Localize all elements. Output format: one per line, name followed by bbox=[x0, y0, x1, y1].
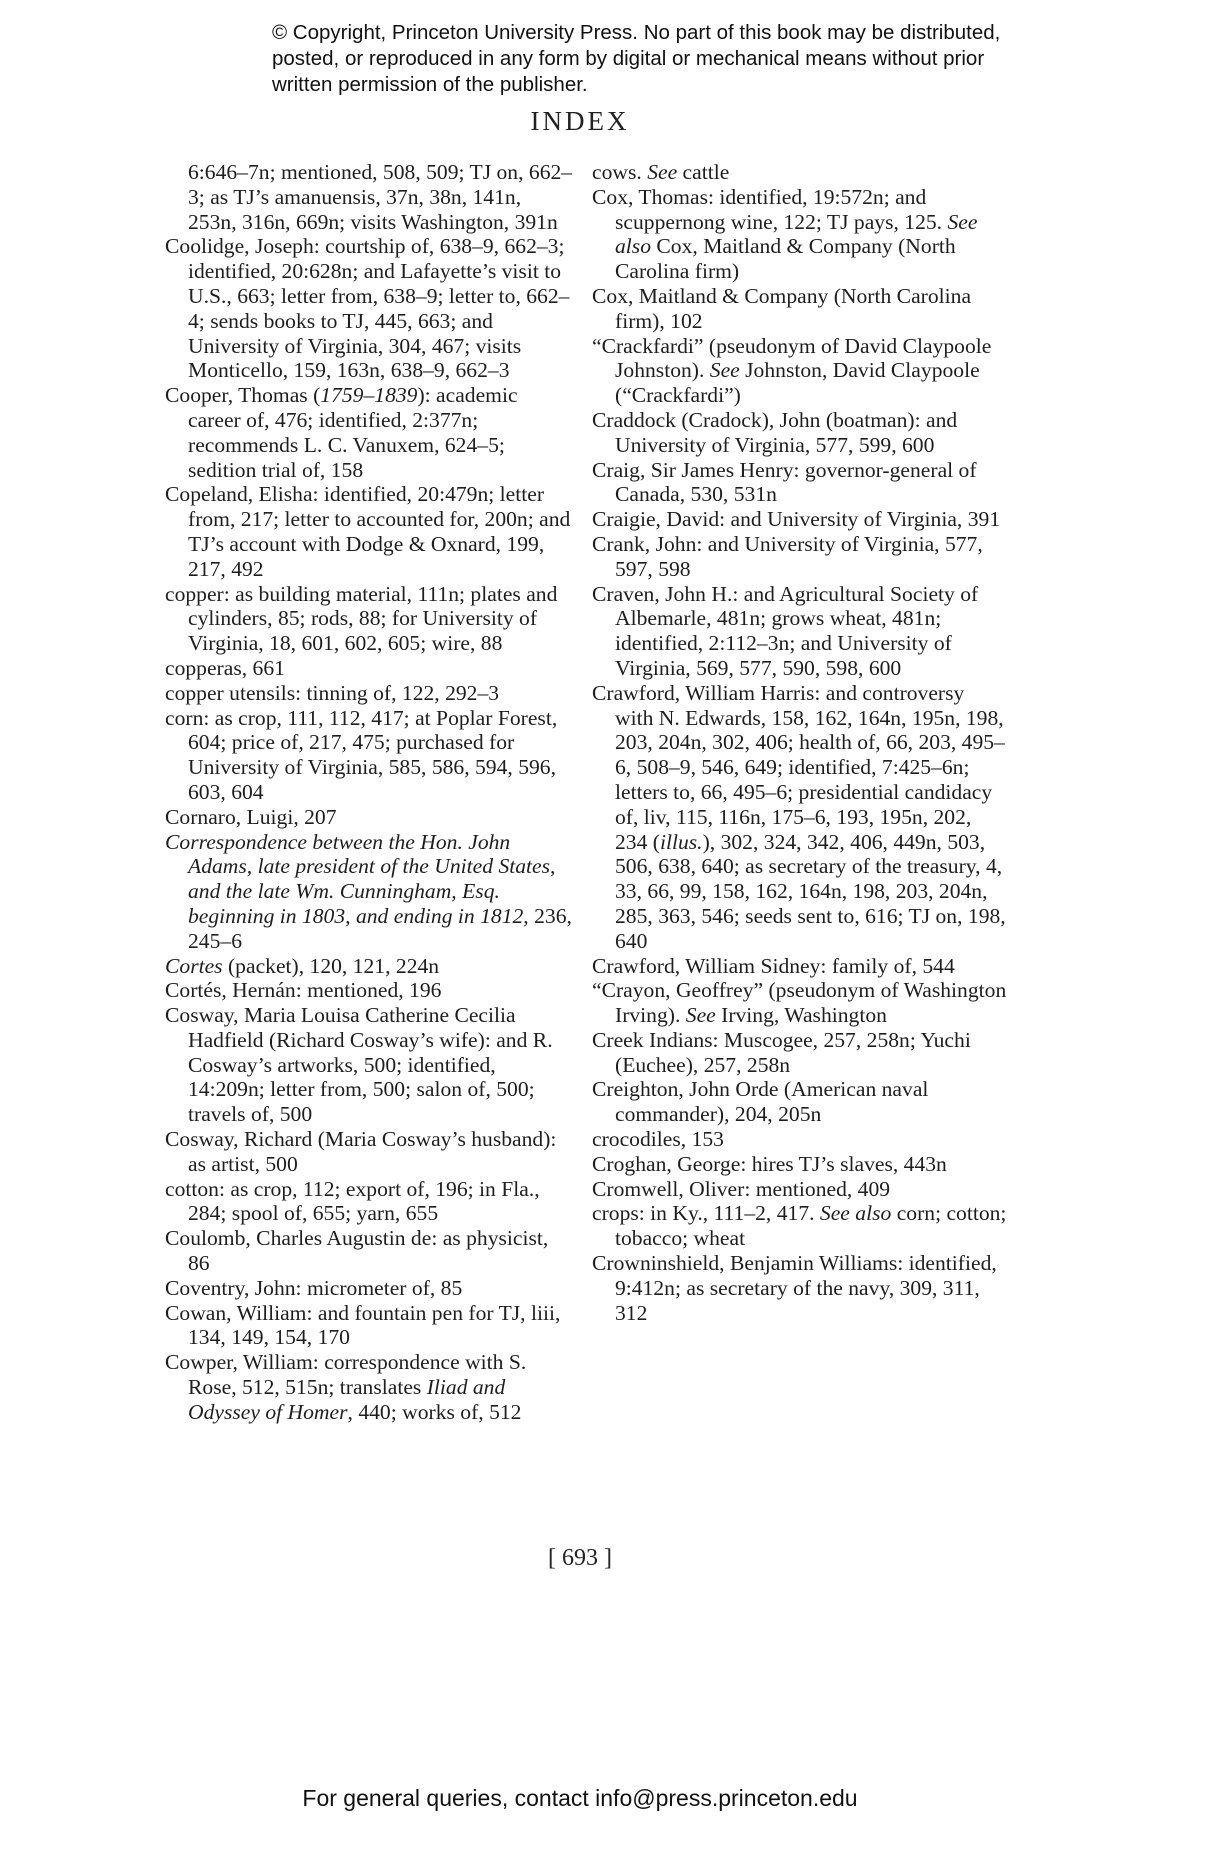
index-entry-creighton-john: Creighton, John Orde (American naval commander), 204, 205n bbox=[592, 1077, 929, 1127]
index-entry-crops: crops: in Ky., 111–2, 417. See also corn; cotton; tobacco; wheat bbox=[592, 1201, 1007, 1251]
index-entry-copper-utensils: copper utensils: tinning of, 122, 292–3 bbox=[165, 680, 500, 705]
index-entry-crocodiles: crocodiles, 153 bbox=[592, 1127, 724, 1152]
index-entry-craigie-david: Craigie, David: and University of Virginia, 391 bbox=[592, 507, 1001, 532]
index-entry-cromwell-oliver: Cromwell, Oliver: mentioned, 409 bbox=[592, 1176, 891, 1201]
index-entry-creek-indians: Creek Indians: Muscogee, 257, 258n; Yuchi (Euchee), 257, 258n bbox=[592, 1027, 971, 1077]
index-entry-continuation: 6:646–7n; mentioned, 508, 509; TJ on, 662–3; as TJ’s amanuensis, 37n, 38n, 141n, 253n, 316n, 669n; visits Washington, 391n bbox=[188, 160, 573, 234]
index-entry-coulomb: Coulomb, Charles Augustin de: as physicist, 86 bbox=[165, 1226, 549, 1276]
index-entry-copeland-elisha: Copeland, Elisha: identified, 20:479n; letter from, 217; letter to accounted for, 200n; and TJ’s account with Dodge & Oxnard, 199, 217, 492 bbox=[165, 482, 571, 581]
index-column-right bbox=[592, 160, 1008, 1325]
index-entry-crawford-william-sidney: Crawford, William Sidney: family of, 544 bbox=[592, 953, 955, 978]
index-entry-cortes-hernan: Cortés, Hernán: mentioned, 196 bbox=[165, 978, 442, 1003]
index-entry-coventry-john: Coventry, John: micrometer of, 85 bbox=[165, 1275, 463, 1300]
index-entry-copper: copper: as building material, 111n; plates and cylinders, 85; rods, 88; for University of Virginia, 18, 601, 602, 605; wire, 88 bbox=[165, 581, 558, 656]
index-entry-cotton: cotton: as crop, 112; export of, 196; in Fla., 284; spool of, 655; yarn, 655 bbox=[165, 1176, 540, 1226]
index-entry-crayon-geoffrey: “Crayon, Geoffrey” (pseudonym of Washington Irving). See Irving, Washington bbox=[592, 978, 1007, 1028]
index-entry-craig-james: Craig, Sir James Henry: governor-general of Canada, 530, 531n bbox=[592, 457, 977, 507]
index-entry-cowper-william: Cowper, William: correspondence with S. Rose, 512, 515n; translates Iliad and Odyssey of Homer, 440; works of, 512 bbox=[165, 1350, 527, 1424]
index-entry-cox-maitland: Cox, Maitland & Company (North Carolina firm), 102 bbox=[592, 283, 972, 333]
index-entry-cowan-william: Cowan, William: and fountain pen for TJ, liii, 134, 149, 154, 170 bbox=[165, 1300, 561, 1350]
index-entry-craddock-john: Craddock (Cradock), John (boatman): and University of Virginia, 577, 599, 600 bbox=[592, 407, 958, 457]
index-entry-croghan-george: Croghan, George: hires TJ’s slaves, 443n bbox=[592, 1151, 947, 1176]
index-entry-crowninshield: Crowninshield, Benjamin Williams: identified, 9:412n; as secretary of the navy, 309, 311, 312 bbox=[592, 1251, 997, 1325]
index-entry-crank-john: Crank, John: and University of Virginia, 577, 597, 598 bbox=[592, 531, 983, 581]
index-entry-cortes-packet: Cortes (packet), 120, 121, 224n bbox=[165, 953, 440, 978]
page-number: [ 693 ] bbox=[548, 1545, 612, 1571]
index-column-left bbox=[165, 160, 573, 1425]
index-entry-cornaro-luigi: Cornaro, Luigi, 207 bbox=[165, 804, 337, 829]
footer-contact: For general queries, contact info@press.princeton.edu bbox=[302, 1785, 858, 1811]
index-entry-cosway-richard: Cosway, Richard (Maria Cosway’s husband): as artist, 500 bbox=[165, 1127, 557, 1176]
index-entry-cosway-maria: Cosway, Maria Louisa Catherine Cecilia Hadfield (Richard Cosway’s wife): and R. Cosway’s artworks, 500; identified, 14:209n; letter from, 500; salon of, 500; travels of, 500 bbox=[165, 1003, 553, 1127]
index-entry-cows: cows. See cattle bbox=[592, 160, 730, 184]
index-entry-copperas: copperas, 661 bbox=[165, 655, 285, 680]
index-entry-correspondence-adams-cunningham: Correspondence between the Hon. John Adams, late president of the United States, and the late Wm. Cunningham, Esq. beginning in 1803, and ending in 1812, 236, 245–6 bbox=[165, 829, 572, 953]
index-entry-corn: corn: as crop, 111, 112, 417; at Poplar Forest, 604; price of, 217, 475; purchased for University of Virginia, 585, 586, 594, 596, 603, 604 bbox=[165, 705, 558, 804]
index-entry-crackfardi: “Crackfardi” (pseudonym of David Claypoole Johnston). See Johnston, David Claypoole (“Crackfardi”) bbox=[592, 333, 992, 408]
index-entry-cooper-thomas: Cooper, Thomas (1759–1839): academic career of, 476; identified, 2:377n; recommends L. C. Vanuxem, 624–5; sedition trial of, 158 bbox=[165, 383, 518, 482]
index-entry-coolidge-joseph: Coolidge, Joseph: courtship of, 638–9, 662–3; identified, 20:628n; and Lafayette’s visit to U.S., 663; letter from, 638–9; letter to, 662–4; sends books to TJ, 445, 663; and University of Virginia, 304, 467; visits Monticello, 159, 163n, 638–9, 662–3 bbox=[165, 234, 570, 383]
index-entry-crawford-william-harris: Crawford, William Harris: and controversy with N. Edwards, 158, 162, 164n, 195n, 198, 203, 204n, 302, 406; health of, 66, 203, 495–6, 508–9, 546, 649; identified, 7:425–6n; letters to, 66, 495–6; presidential candidacy of, liv, 115, 116n, 175–6, 193, 195n, 202, 234 (illus.), 302, 324, 342, 406, 449n, 503, 506, 638, 640; as secretary of the treasury, 4, 33, 66, 99, 158, 162, 164n, 198, 203, 204n, 285, 363, 546; seeds sent to, 616; TJ on, 198, 640 bbox=[592, 680, 1006, 953]
copyright-notice: © Copyright, Princeton University Press. No part of this book may be distributed, posted, or reproduced in any form by digital or mechanical means without prior written permission of the publisher. bbox=[272, 21, 1001, 96]
index-entry-cox-thomas: Cox, Thomas: identified, 19:572n; and scuppernong wine, 122; TJ pays, 125. See also Cox, Maitland & Company (North Carolina firm) bbox=[592, 184, 978, 284]
index-entry-craven-john: Craven, John H.: and Agricultural Society of Albemarle, 481n; grows wheat, 481n; identified, 2:112–3n; and University of Virginia, 569, 577, 590, 598, 600 bbox=[592, 581, 979, 680]
running-header: INDEX bbox=[530, 106, 630, 136]
